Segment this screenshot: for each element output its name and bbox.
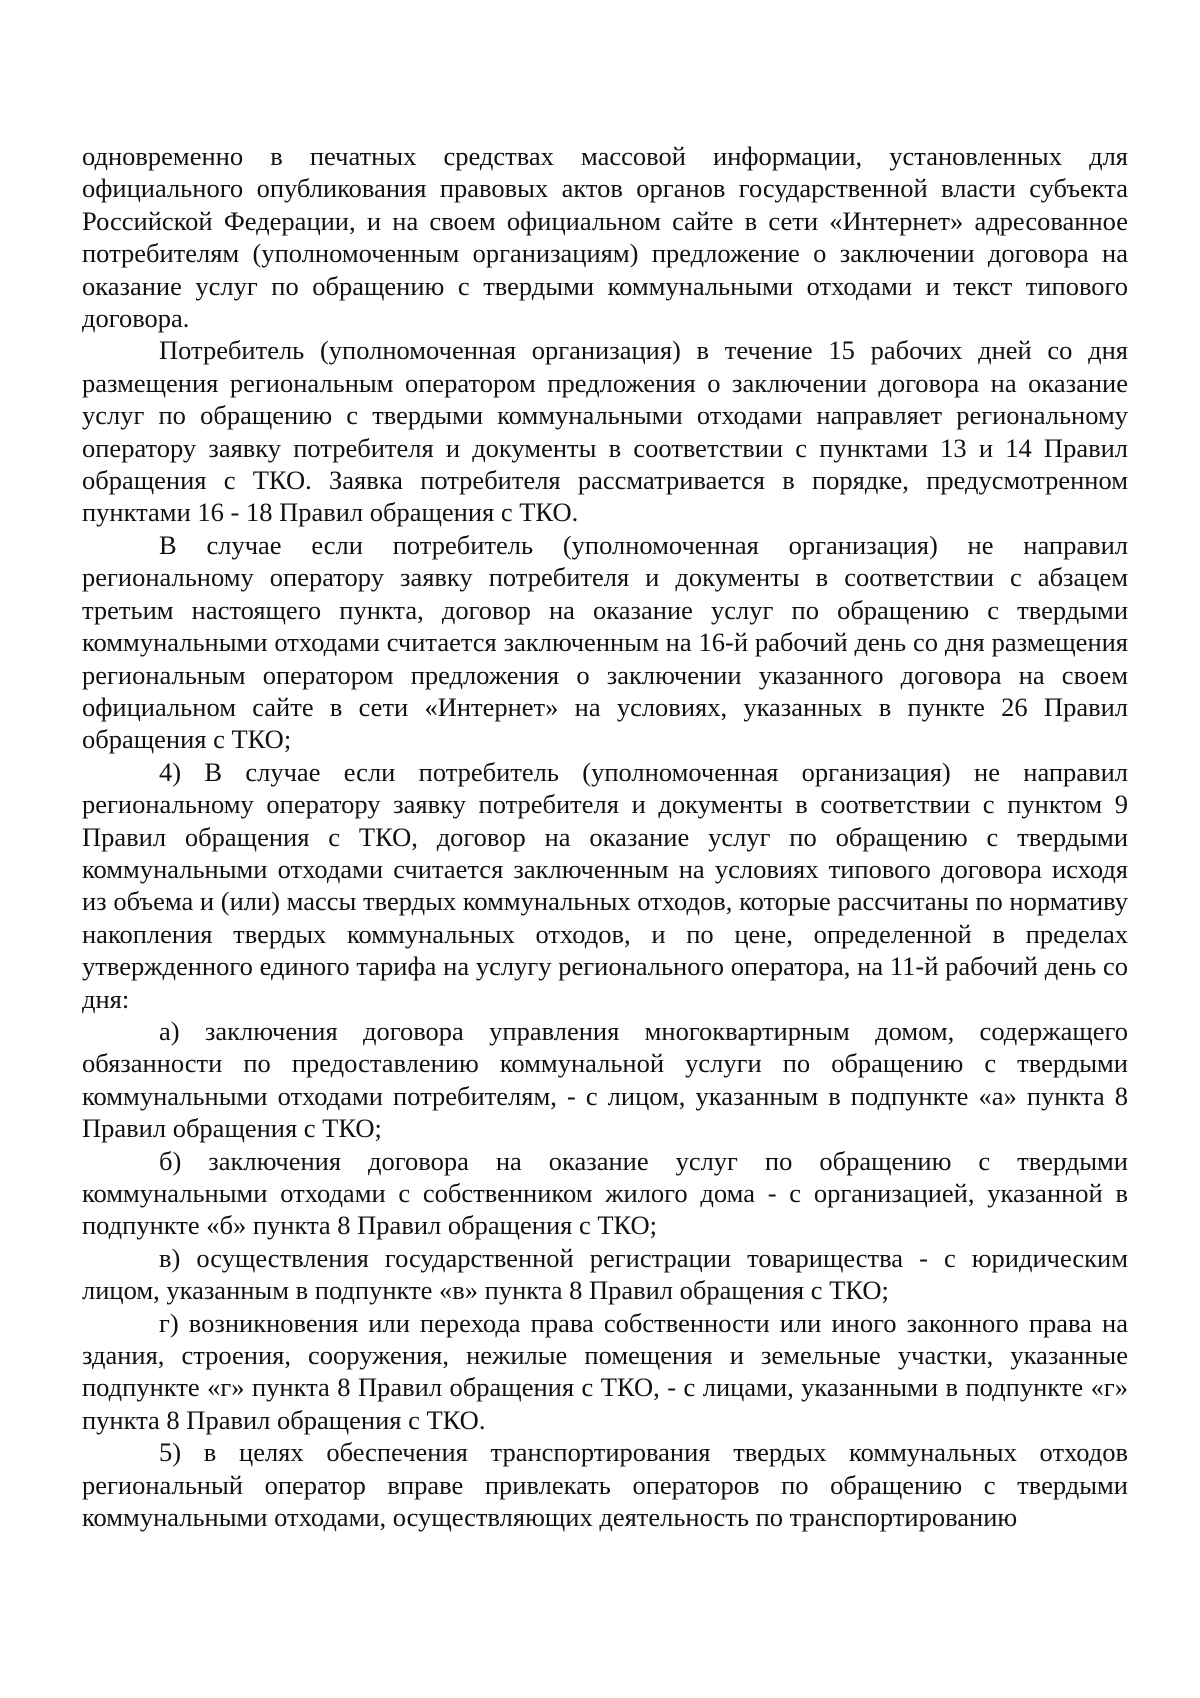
- paragraph-subitem-v: в) осуществления государственной регистрации товарищества - с юридическим лицом, указанным в подпункте «в» пункта 8 Правил обращения с ТКО;: [82, 1242, 1128, 1306]
- paragraph-subitem-g: г) возникновения или перехода права собственности или иного законного права на здания, строения, сооружения, нежилые помещения и земельные участки, указанные подпункте «г» пункта 8 Правил обращения с ТКО, - с лицами, указанными в подпункте «г» пункта 8 Правил обращения с ТКО.: [82, 1307, 1128, 1435]
- paragraph-consumer-application: Потребитель (уполномоченная организация) в течение 15 рабочих дней со дня размещения региональным оператором предложения о заключении договора на оказание услуг по обращению с твердыми коммунальными отходами направляет региональному оператору заявку потребителя и документы в соответствии с пунктами 13 и 14 Правил обращения с ТКО. Заявка потребителя рассматривается в порядке, предусмотренном пунктами 16 - 18 Правил обращения с ТКО.: [82, 335, 1128, 528]
- paragraph-item-4: 4) В случае если потребитель (уполномоченная организация) не направил региональному оператору заявку потребителя и документы в соответствии с пунктом 9 Правил обращения с ТКО, договор на оказание услуг по обращению с твердыми коммунальными отходами считается заключенным на условиях типового договора исходя из объема и (или) массы твердых коммунальных отходов, которые рассчитаны по нормативу накопления твердых коммунальных отходов, и по цене, определенной в пределах утвержденного единого тарифа на услугу регионального оператора, на 11-й рабочий день со дня:: [82, 756, 1128, 1014]
- paragraph-item-5: 5) в целях обеспечения транспортирования твердых коммунальных отходов региональный оператор вправе привлекать операторов по обращению с твердыми коммунальными отходами, осуществляющих деятельность по транспортированию: [82, 1437, 1128, 1533]
- document-page: [82, 140, 1128, 1533]
- paragraph-subitem-b: б) заключения договора на оказание услуг по обращению с твердыми коммунальными отходами с собственником жилого дома - с организацией, указанной в подпункте «б» пункта 8 Правил обращения с ТКО;: [82, 1145, 1128, 1241]
- paragraph-subitem-a: а) заключения договора управления многоквартирным домом, содержащего обязанности по предоставлению коммунальной услуги по обращению с твердыми коммунальными отходами потребителям, - с лицом, указанным в подпункте «а» пункта 8 Правил обращения с ТКО;: [82, 1015, 1128, 1144]
- paragraph-contract-deemed-concluded: В случае если потребитель (уполномоченная организация) не направил региональному оператору заявку потребителя и документы в соответствии с абзацем третьим настоящего пункта, договор на оказание услуг по обращению с твердыми коммунальными отходами считается заключенным на 16-й рабочий день со дня размещения региональным оператором предложения о заключении указанного договора на своем официальном сайте в сети «Интернет» на условиях, указанных в пункте 26 Правил обращения с ТКО;: [82, 529, 1128, 755]
- paragraph-publication-notice: одновременно в печатных средствах массовой информации, установленных для официального опубликования правовых актов органов государственной власти субъекта Российской Федерации, и на своем официальном сайте в сети «Интернет» адресованное потребителям (уполномоченным организациям) предложение о заключении договора на оказание услуг по обращению с твердыми коммунальными отходами и текст типового договора.: [82, 141, 1128, 334]
